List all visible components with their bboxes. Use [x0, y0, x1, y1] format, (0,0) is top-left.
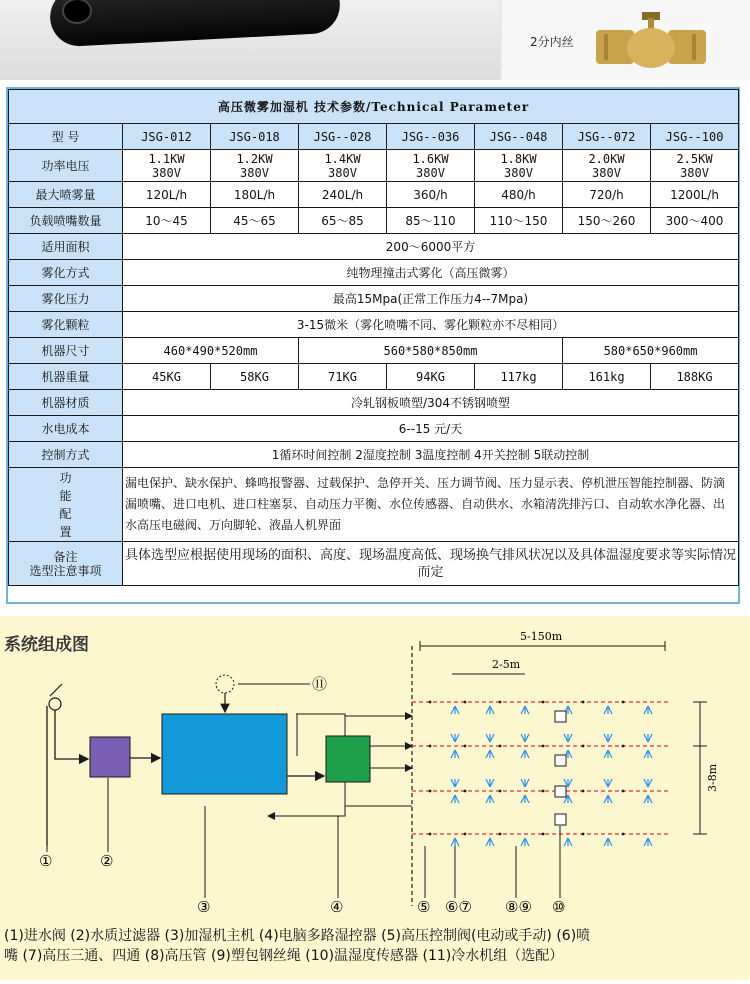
pipe-fitting-dot: [582, 745, 585, 748]
features-value: 漏电保护、缺水保护、蜂鸣报警器、过载保护、急停开关、压力调节阀、压力显示表、停机泄压智能控制器、防滴漏喷嘴、进口电机、进口柱塞泵、自动压力平衡、水位传感器、自动供水、水箱清洗排污口、自动软水净化器、出水高压电磁阀、万向脚轮、液晶人机界面: [123, 468, 739, 542]
spacer: [0, 80, 750, 86]
spray-cell: 120L/h: [123, 182, 211, 208]
nozzle-spray-icon: [604, 795, 612, 803]
pipe-fitting-dot: [542, 790, 545, 793]
nozzles-cell: 150～260: [563, 208, 651, 234]
sensor-icon: [555, 814, 566, 825]
spray-cell: 360/h: [387, 182, 475, 208]
nozzle-spray-icon: [486, 795, 494, 803]
legend-line: 嘴 (7)高压三通、四通 (8)高压管 (9)塑包钢丝绳 (10)温湿度传感器 (11)冷水机组（选配）: [4, 948, 564, 964]
control-value: 1循环时间控制 2湿度控制 3温度控制 4开关控制 5联动控制: [123, 442, 739, 468]
hose-tube-image: [49, 0, 342, 48]
power-cell: 1.1KW 380V: [123, 150, 211, 182]
power-cell: 1.8KW 380V: [475, 150, 563, 182]
pipe-fitting-dot: [429, 745, 432, 748]
pipe-fitting-dot: [429, 790, 432, 793]
spray-cell: 240L/h: [299, 182, 387, 208]
sensor-icon: [555, 711, 566, 722]
main-humidifier-box: [162, 714, 287, 794]
model-header: JSG-012: [123, 124, 211, 150]
pipe-fitting-dot: [499, 701, 502, 704]
cost-label: 水电成本: [9, 416, 123, 442]
model-header: JSG--072: [563, 124, 651, 150]
diagram-title: 系统组成图: [4, 635, 89, 655]
nozzle-spray-icon: [604, 779, 612, 787]
nozzle-spray-icon: [451, 706, 459, 714]
marker-4: ④: [330, 898, 344, 916]
nozzles-label: 负载喷嘴数量: [9, 208, 123, 234]
nozzle-spray-icon: [451, 779, 459, 787]
tech-parameter-panel: [6, 87, 740, 604]
chiller-unit-optional: [216, 675, 234, 693]
inlet-valve: [47, 684, 88, 846]
nozzle-spray-icon: [486, 838, 494, 846]
nozzle-spray-icon: [604, 750, 612, 758]
spray-cell: 480/h: [475, 182, 563, 208]
marker-3: ③: [197, 898, 211, 916]
nozzles-cell: 110～150: [475, 208, 563, 234]
nozzle-spray-icon: [486, 706, 494, 714]
marker-1: ①: [39, 852, 53, 870]
pipe-fitting-dot: [464, 745, 467, 748]
water-filter-box: [90, 737, 130, 777]
nozzle-spray-icon: [521, 838, 529, 846]
pipe-fitting-dot: [499, 745, 502, 748]
pipe-fitting-dot: [622, 745, 625, 748]
pipe-fitting-dot: [622, 701, 625, 704]
weight-cell: 188KG: [651, 364, 739, 390]
features-label: 功 能 配 置: [9, 468, 123, 542]
nozzle-spray-icon: [486, 750, 494, 758]
nozzle-spray-icon: [644, 779, 652, 787]
spray-cell: 1200L/h: [651, 182, 739, 208]
brass-valve-image: [592, 12, 710, 70]
nozzle-spray-icon: [451, 838, 459, 846]
model-header: JSG--028: [299, 124, 387, 150]
weight-cell: 94KG: [387, 364, 475, 390]
size-cell: 580*650*960mm: [563, 338, 739, 364]
nozzle-spray-icon: [644, 838, 652, 846]
spray-label: 最大喷雾量: [9, 182, 123, 208]
nozzle-spray-icon: [521, 706, 529, 714]
nozzle-spray-icon: [521, 779, 529, 787]
material-value: 冷轧钢板喷塑/304不锈钢喷塑: [123, 390, 739, 416]
weight-cell: 161kg: [563, 364, 651, 390]
control-label: 控制方式: [9, 442, 123, 468]
pipe-fitting-dot: [499, 833, 502, 836]
nozzle-spray-icon: [604, 734, 612, 742]
size-cell: 460*490*520mm: [123, 338, 299, 364]
pipe-fitting-dot: [499, 790, 502, 793]
legend-line: (1)进水阀 (2)水质过滤器 (3)加湿机主机 (4)电脑多路湿控器 (5)高压控制阀(电动或手动) (6)喷: [4, 928, 591, 944]
nozzle-spray-icon: [564, 734, 572, 742]
nozzles-cell: 85～110: [387, 208, 475, 234]
model-header: JSG--048: [475, 124, 563, 150]
pipe-fitting-dot: [542, 833, 545, 836]
nozzles-cell: 10～45: [123, 208, 211, 234]
weight-cell: 45KG: [123, 364, 211, 390]
nozzle-spray-icon: [521, 750, 529, 758]
nozzle-spray-icon: [604, 706, 612, 714]
tech-parameter-table: [8, 89, 739, 586]
pipe-fitting-dot: [464, 701, 467, 704]
product-photo-strip: [0, 0, 750, 80]
valve-label: 2分内丝: [530, 35, 574, 49]
size-cell: 560*580*850mm: [299, 338, 563, 364]
marker-6-7: ⑥⑦: [445, 898, 472, 916]
marker-5: ⑤: [417, 898, 431, 916]
model-label: 型 号: [9, 124, 123, 150]
power-label: 功率电压: [9, 150, 123, 182]
model-header: JSG--036: [387, 124, 475, 150]
power-cell: 1.4KW 380V: [299, 150, 387, 182]
area-value: 200～6000平方: [123, 234, 739, 260]
pipe-fitting-dot: [582, 701, 585, 704]
weight-cell: 58KG: [211, 364, 299, 390]
power-cell: 1.2KW 380V: [211, 150, 299, 182]
pipe-fitting-dot: [464, 790, 467, 793]
nozzles-cell: 300～400: [651, 208, 739, 234]
size-label: 机器尺寸: [9, 338, 123, 364]
sensor-icon: [555, 786, 566, 797]
weight-cell: 71KG: [299, 364, 387, 390]
sensor-icon: [555, 755, 566, 766]
pipe-fitting-dot: [542, 701, 545, 704]
nozzle-spray-icon: [451, 734, 459, 742]
power-cell: 2.5KW 380V: [651, 150, 739, 182]
pipe-fitting-dot: [582, 833, 585, 836]
pipe-fitting-dot: [622, 833, 625, 836]
pipe-fitting-dot: [582, 790, 585, 793]
spray-cell: 180L/h: [211, 182, 299, 208]
particle-label: 雾化颗粒: [9, 312, 123, 338]
pressure-value: 最高15Mpa(正常工作压力4--7Mpa): [123, 286, 739, 312]
pipe-fitting-dot: [464, 833, 467, 836]
diagram-legend: [4, 926, 748, 966]
hose-photo: [0, 0, 500, 80]
method-value: 纯物理撞击式雾化（高压微雾）: [123, 260, 739, 286]
marker-10: ⑩: [552, 898, 566, 916]
nozzle-spray-icon: [644, 795, 652, 803]
area-label: 适用面积: [9, 234, 123, 260]
power-cell: 1.6KW 380V: [387, 150, 475, 182]
weight-cell: 117kg: [475, 364, 563, 390]
nozzle-pipe-rows: [412, 701, 668, 846]
model-header: JSG--100: [651, 124, 739, 150]
weight-label: 机器重量: [9, 364, 123, 390]
nozzles-cell: 65～85: [299, 208, 387, 234]
pipe-fitting-dot: [622, 790, 625, 793]
nozzle-spray-icon: [644, 750, 652, 758]
nozzle-spray-icon: [604, 838, 612, 846]
notes-label: 备注 选型注意事项: [9, 542, 123, 586]
spray-cell: 720/h: [563, 182, 651, 208]
nozzle-spray-icon: [451, 795, 459, 803]
pipe-fitting-dot: [429, 701, 432, 704]
dim-row-label: 3-8m: [706, 763, 719, 792]
model-header: JSG-018: [211, 124, 299, 150]
nozzle-spray-icon: [521, 795, 529, 803]
nozzle-spray-icon: [451, 750, 459, 758]
nozzle-spray-icon: [486, 779, 494, 787]
nozzle-spray-icon: [486, 734, 494, 742]
table-title: 高压微雾加湿机 技术参数/Technical Parameter: [9, 90, 739, 124]
nozzle-spray-icon: [564, 838, 572, 846]
pressure-label: 雾化压力: [9, 286, 123, 312]
pipe-fitting-dot: [429, 833, 432, 836]
marker-2: ②: [100, 852, 114, 870]
dim-length-label: 5-150m: [520, 630, 563, 643]
cost-value: 6--15 元/天: [123, 416, 739, 442]
dim-spacing-label: 2-5m: [492, 658, 521, 671]
marker-8-9: ⑧⑨: [505, 898, 532, 916]
marker-11: ⑪: [312, 675, 328, 693]
nozzle-spray-icon: [521, 734, 529, 742]
pipe-fitting-dot: [542, 745, 545, 748]
nozzle-spray-icon: [644, 706, 652, 714]
power-cell: 2.0KW 380V: [563, 150, 651, 182]
nozzles-cell: 45～65: [211, 208, 299, 234]
method-label: 雾化方式: [9, 260, 123, 286]
nozzle-spray-icon: [644, 734, 652, 742]
notes-value: 具体选型应根据使用现场的面积、高度、现场温度高低、现场换气排风状况以及具体温湿度要求等实际情况而定: [123, 542, 739, 586]
particle-value: 3-15微米（雾化喷嘴不同、雾化颗粒亦不尽相同）: [123, 312, 739, 338]
multi-zone-controller-box: [326, 736, 370, 782]
material-label: 机器材质: [9, 390, 123, 416]
